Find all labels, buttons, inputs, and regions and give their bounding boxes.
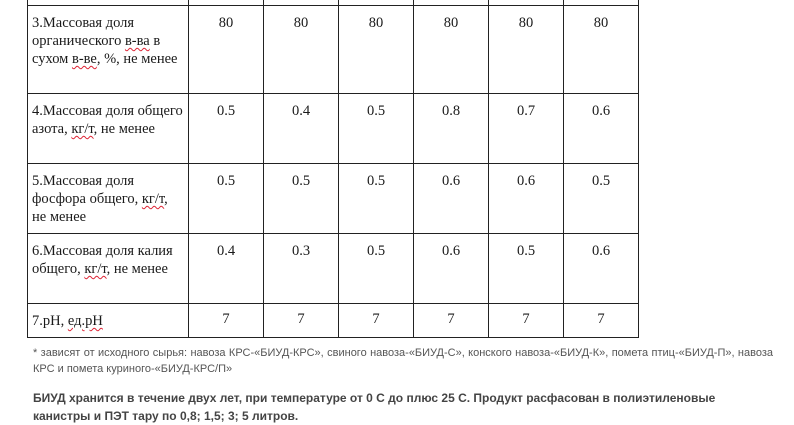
cell-value: 7: [264, 304, 339, 338]
row-label: 7.рН, ед.рН: [28, 304, 189, 338]
cell-value: 0.6: [414, 164, 489, 234]
table-row: [28, 6, 639, 94]
properties-table: [27, 0, 639, 338]
cell-value: 0.6: [564, 234, 639, 304]
row-label: 3.Массовая доля органического в-ва в сухом в-ве, %, не менее: [28, 6, 189, 94]
cell-value: 0.5: [489, 234, 564, 304]
cell-value: 0.5: [339, 94, 414, 164]
cell-value: 0.5: [339, 164, 414, 234]
cell-value: 0.5: [339, 234, 414, 304]
row-label: 5.Массовая доля фосфора общего, кг/т, не менее: [28, 164, 189, 234]
cell-value: 0.8: [414, 94, 489, 164]
cell-value: 80: [189, 6, 264, 94]
cell-value: 0.6: [564, 94, 639, 164]
cell-value: 0.3: [264, 234, 339, 304]
cell-value: 80: [414, 6, 489, 94]
cell-value: 0.6: [414, 234, 489, 304]
cell-value: 0.5: [189, 164, 264, 234]
source-footnote: * зависят от исходного сырья: навоза КРС-«БИУД-КРС», свиного навоза-«БИУД-С», конского навоза-«БИУД-К», помета птиц-«БИУД-П», навоза КРС и помета куриного-«БИУД-КРС/П»: [33, 347, 773, 375]
cell-value: 0.4: [264, 94, 339, 164]
cell-value: 0.7: [489, 94, 564, 164]
table-row: [28, 304, 639, 338]
cell-value: 7: [564, 304, 639, 338]
properties-table-wrapper: [27, 0, 639, 338]
row-label: 4.Массовая доля общего азота, кг/т, не менее: [28, 94, 189, 164]
cell-value: 0.5: [189, 94, 264, 164]
cell-value: 7: [489, 304, 564, 338]
table-row: [28, 234, 639, 304]
cell-value: 0.6: [489, 164, 564, 234]
cell-value: 80: [564, 6, 639, 94]
cell-value: 0.5: [264, 164, 339, 234]
cell-value: 80: [489, 6, 564, 94]
cell-value: 0.5: [564, 164, 639, 234]
cell-value: 7: [339, 304, 414, 338]
row-label: 6.Массовая доля калия общего, кг/т, не менее: [28, 234, 189, 304]
storage-note: БИУД хранится в течение двух лет, при температуре от 0 С до плюс 25 С. Продукт расфасован в полиэтиленовые канистры и ПЭТ тару по 0,8; 1,5; 3; 5 литров.: [33, 391, 716, 423]
cell-value: 7: [189, 304, 264, 338]
cell-value: 80: [264, 6, 339, 94]
cell-value: 80: [339, 6, 414, 94]
table-row: [28, 94, 639, 164]
cell-value: 7: [414, 304, 489, 338]
table-row: [28, 164, 639, 234]
cell-value: 0.4: [189, 234, 264, 304]
